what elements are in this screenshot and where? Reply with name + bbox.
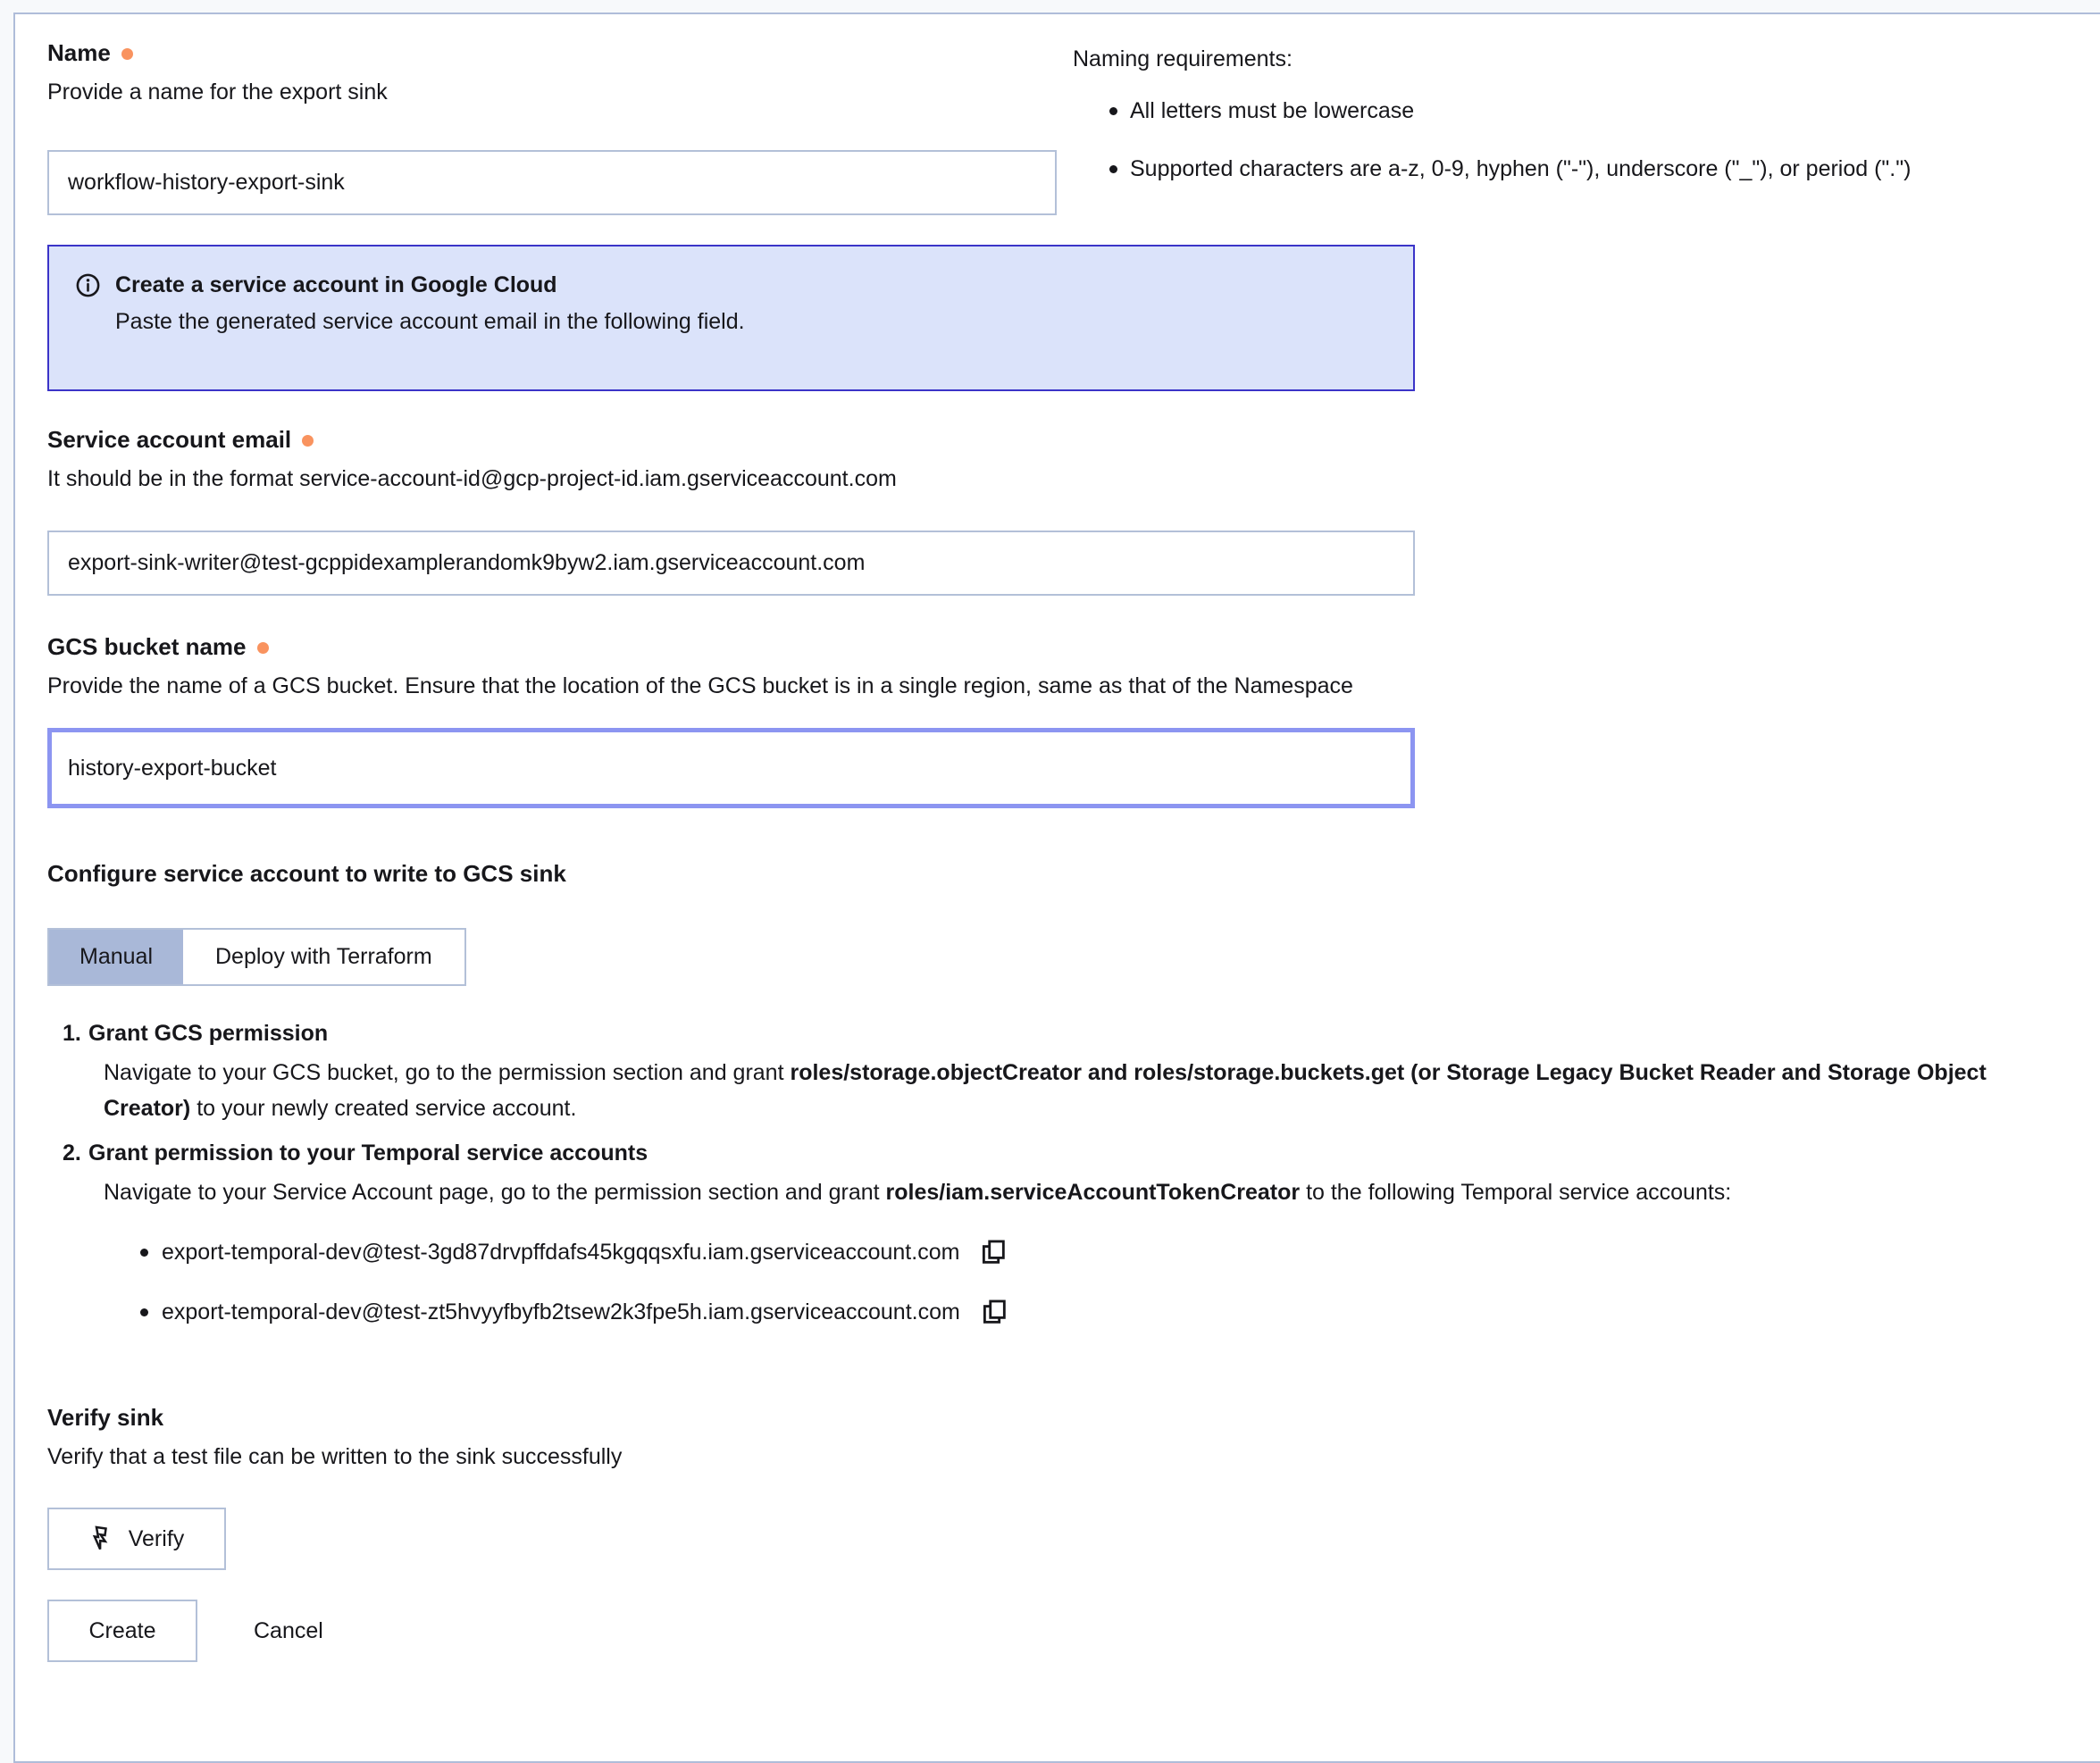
info-banner-body: Paste the generated service account email in the following field.: [115, 309, 745, 334]
bullet-icon: [140, 1308, 148, 1316]
step-number: 2.: [63, 1141, 81, 1166]
verify-button-label: Verify: [128, 1525, 185, 1551]
step-body-text: to the following Temporal service accounts:: [1300, 1180, 1732, 1205]
required-indicator-dot: [121, 48, 133, 60]
step-body-bold-roles: roles/storage.objectCreator and roles/storage.buckets.get (or Storage Legacy Bucket Reader and Storage Object Creator): [104, 1060, 1987, 1121]
cancel-button[interactable]: Cancel: [254, 1600, 323, 1662]
required-indicator-dot: [257, 642, 269, 654]
lightning-bolt-icon: [89, 1525, 116, 1552]
naming-requirement-text: Supported characters are a-z, 0-9, hyphen ("-"), underscore ("_"), or period ("."): [1130, 156, 1912, 181]
service-account-label-text: Service account email: [47, 426, 292, 453]
service-account-field-label: [47, 424, 2070, 455]
naming-requirement-item: [1073, 96, 2091, 126]
export-sink-form-panel: [13, 13, 2100, 1763]
manual-steps-list: [47, 1017, 2070, 1330]
step-body-text: to your newly created service account.: [190, 1096, 577, 1121]
tab-manual[interactable]: Manual: [49, 930, 183, 984]
verify-button[interactable]: [47, 1508, 226, 1570]
step-1-body: [47, 1055, 2004, 1126]
step-body-text: Navigate to your Service Account page, go to the permission section and grant: [104, 1180, 886, 1205]
copy-icon: [979, 1297, 1009, 1327]
name-field-description: Provide a name for the export sink: [47, 79, 388, 104]
naming-requirement-text: All letters must be lowercase: [1130, 98, 1415, 123]
bullet-icon: [1109, 165, 1117, 173]
step-body-text: Navigate to your GCS bucket, go to the permission section and grant: [104, 1060, 791, 1085]
bucket-field-label: [47, 631, 2070, 662]
temporal-account-email: export-temporal-dev@test-zt5hvyyfbyfb2tsew2k3fpe5h.iam.gserviceaccount.com: [162, 1299, 960, 1324]
temporal-account-row: [47, 1234, 2070, 1270]
sink-name-input[interactable]: [47, 150, 1057, 215]
naming-requirements-list: [1073, 96, 2091, 184]
temporal-service-accounts-list: [47, 1234, 2070, 1330]
step-number: 1.: [63, 1021, 81, 1046]
step-body-bold-roles: roles/iam.serviceAccountTokenCreator: [885, 1180, 1301, 1205]
bucket-field-description: Provide the name of a GCS bucket. Ensure that the location of the GCS bucket is in a single region, same as that of the Namespace: [47, 673, 1353, 698]
copy-button[interactable]: [978, 1237, 1008, 1267]
name-field-label: [47, 38, 1057, 68]
step-title-text: Grant GCS permission: [88, 1021, 329, 1046]
gcs-bucket-name-input[interactable]: [47, 728, 1415, 808]
name-label-text: Name: [47, 39, 111, 66]
form-actions: [47, 1600, 2070, 1662]
service-account-email-input[interactable]: [47, 531, 1415, 596]
tab-deploy-with-terraform[interactable]: Deploy with Terraform: [183, 930, 464, 984]
temporal-account-email: export-temporal-dev@test-3gd87drvpffdafs45kgqqsxfu.iam.gserviceaccount.com: [162, 1240, 960, 1265]
bullet-icon: [140, 1249, 148, 1257]
step-2-title: [47, 1137, 2070, 1169]
copy-icon: [978, 1237, 1008, 1267]
naming-requirements-title: Naming requirements:: [1073, 46, 1293, 71]
step-1-title: [47, 1017, 2070, 1049]
bullet-icon: [1109, 107, 1117, 115]
verify-sink-description: Verify that a test file can be written to the sink successfully: [47, 1444, 623, 1469]
naming-requirement-item: [1073, 154, 2091, 184]
verify-sink-title: Verify sink: [47, 1404, 164, 1431]
configure-tab-group: [47, 928, 466, 986]
required-indicator-dot: [302, 435, 314, 447]
configure-section-title: Configure service account to write to GCS sink: [47, 860, 566, 887]
step-2-body: [47, 1174, 2004, 1210]
copy-button[interactable]: [979, 1297, 1009, 1327]
temporal-account-row: [47, 1294, 2070, 1330]
service-account-field-description: It should be in the format service-account-id@gcp-project-id.iam.gserviceaccount.com: [47, 466, 897, 491]
info-icon: [74, 272, 102, 299]
step-title-text: Grant permission to your Temporal service accounts: [88, 1141, 648, 1166]
info-banner: [47, 245, 1415, 391]
bucket-label-text: GCS bucket name: [47, 633, 247, 660]
info-banner-title: Create a service account in Google Cloud: [115, 272, 557, 297]
create-button[interactable]: Create: [47, 1600, 197, 1662]
